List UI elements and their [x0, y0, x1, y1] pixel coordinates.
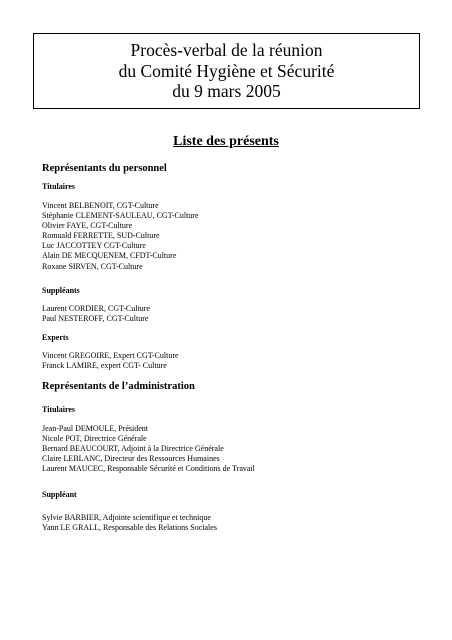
list-item: Paul NESTEROFF, CGT-Culture [42, 314, 149, 324]
list-item: Yann LE GRALL, Responsable des Relations Sociales [42, 523, 217, 533]
personnel-suppleants-list [42, 304, 150, 324]
list-item: Vincent GREGOIRE, Expert CGT-Culture [42, 351, 179, 360]
title-line-2: du Comité Hygiène et Sécurité [118, 60, 335, 81]
personnel-experts-label: Experts [42, 333, 69, 342]
list-item: Roxane SIRVEN, CGT-Culture [42, 261, 143, 271]
personnel-experts-list [42, 351, 179, 371]
administration-heading: Représentants de l’administration [42, 381, 195, 392]
list-item: Romuald FERRETTE, SUD-Culture [42, 231, 160, 241]
administration-titulaires-list [42, 424, 255, 474]
administration-suppleant-label: Suppléant [42, 490, 77, 499]
personnel-titulaires-label: Titulaires [42, 182, 76, 191]
list-item: Bernard BEAUCOURT, Adjoint à la Directrice Générale [42, 444, 224, 454]
list-item: Laurent MAUCEC, Responsable Sécurité et Conditions de Travail [42, 464, 255, 474]
list-item: Alain DE MECQUENEM, CFDT-Culture [42, 251, 177, 261]
personnel-suppleants-label: Suppléants [42, 286, 80, 295]
list-item: Stéphanie CLEMENT-SAULEAU, CGT-Culture [42, 211, 199, 221]
personnel-titulaires-list [42, 201, 199, 272]
administration-suppleants-list [42, 513, 217, 533]
list-item: Claire LEBLANC, Directeur des Ressources Humaines [42, 454, 220, 464]
personnel-heading: Représentants du personnel [42, 163, 167, 174]
title-box [33, 33, 420, 109]
title-line-3: du 9 mars 2005 [172, 81, 281, 102]
list-item: Vincent BELBENOIT, CGT-Culture [42, 201, 159, 210]
list-item: Olivier FAYE, CGT-Culture [42, 221, 133, 231]
list-item: Laurent CORDIER, CGT-Culture [42, 304, 150, 313]
list-item: Jean-Paul DEMOULE, Président [42, 424, 148, 433]
list-item: Luc JACCOTTEY CGT-Culture [42, 241, 146, 251]
title-line-1: Procès-verbal de la réunion [130, 40, 323, 61]
list-item: Sylvie BARBIER, Adjointe scientifique et technique [42, 513, 211, 522]
administration-titulaires-label: Titulaires [42, 405, 76, 414]
list-item: Franck LAMIRE, expert CGT- Culture [42, 361, 167, 371]
list-item: Nicole POT, Directrice Générale [42, 434, 147, 444]
list-heading: Liste des présents [173, 134, 279, 149]
